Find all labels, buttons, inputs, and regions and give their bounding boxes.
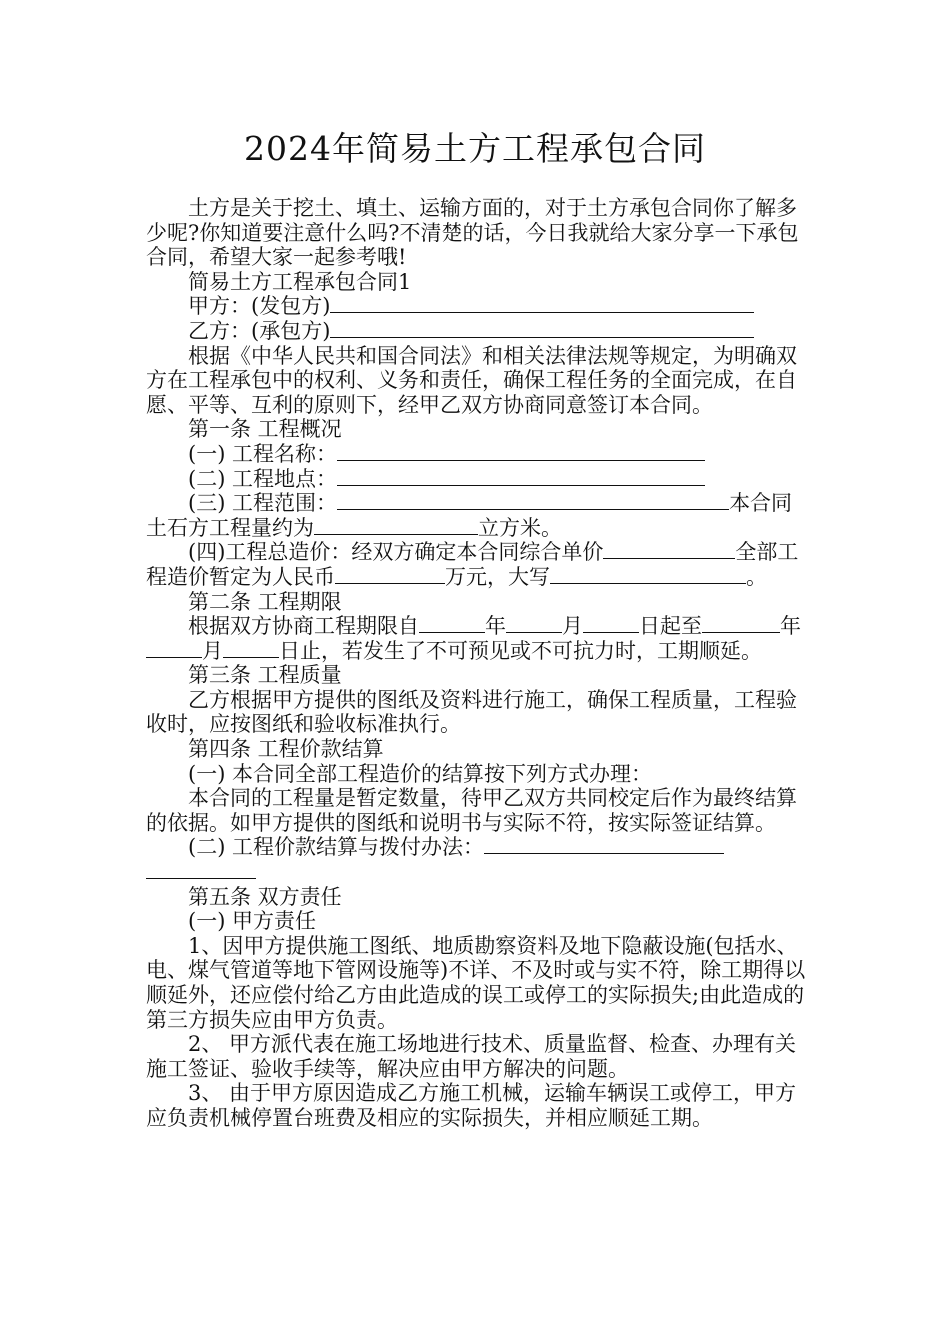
article-5-heading: 第五条 双方责任 [188,884,342,909]
unit-price-blank [603,540,735,559]
settlement-paragraph: 本合同的工程量是暂定数量，待甲乙双方共同校定后作为最终结算的依据。如甲方提供的图纸和说明书与实际不符，按实际签证结算。 [146,786,797,835]
duty-1-paragraph: 1、因甲方提供施工图纸、地质勘察资料及地下隐蔽设施(包括水、电、煤气管道等地下管网设施等)不详、不及时或与实不符，除工期得以顺延外，还应偿付给乙方由此造成的误工或停工的实际损失;由此造成的第三方损失应由甲方负责。 [146,933,806,1032]
start-day-blank [583,614,639,633]
document-title: 2024年简易土方工程承包合同 [244,129,706,168]
preamble-paragraph: 根据《中华人民共和国合同法》和相关法律法规等规定，为明确双方在工程承包中的权利、义务和责任，确保工程任务的全面完成，在自愿、平等、互利的原则下，经甲乙双方协商同意签订本合同。 [146,343,797,417]
payment-method-blank-1 [484,835,724,854]
volume-blank [314,516,478,535]
party-a-blank [330,294,754,313]
payment-method-line: (二) 工程价款结算与拨付办法： [146,835,810,884]
end-month-blank [146,639,202,658]
project-scope-paragraph: (三) 工程范围： 本合同土石方工程量约为 立方米。 [146,491,793,540]
quality-paragraph: 乙方根据甲方提供的图纸及资料进行施工，确保工程质量，工程验收时，应按图纸和验收标准执行。 [146,687,797,737]
article-1-heading: 第一条 工程概况 [188,417,342,442]
amount-words-blank [550,565,746,584]
article-4-heading: 第四条 工程价款结算 [188,737,384,762]
project-name-blank [337,442,705,461]
period-paragraph: 根据双方协商工程期限自 年 月 日起至 年月 日止，若发生了不可预见或不可抗力时，工期顺延。 [146,614,810,663]
article-2-heading: 第二条 工程期限 [188,589,342,614]
party-b-line: 乙方：(承包方) [146,319,810,344]
project-scope-blank [337,491,729,510]
payment-method-blank-2 [146,860,256,879]
start-month-blank [506,614,562,633]
article-3-heading: 第三条 工程质量 [188,663,342,688]
end-day-blank [223,639,279,658]
settlement-method-line: (一) 本合同全部工程造价的结算按下列方式办理： [188,761,653,786]
contract-heading: 简易土方工程承包合同1 [188,269,412,294]
project-name-line: (一) 工程名称： [146,442,810,467]
party-a-duties-heading: (一) 甲方责任 [188,909,317,934]
end-year-blank [702,614,780,633]
project-location-blank [337,467,705,486]
party-a-line: 甲方：(发包方) [146,294,810,319]
duty-3-paragraph: 3、 由于甲方原因造成乙方施工机械，运输车辆误工或停工，甲方应负责机械停置台班费及相应的实际损失，并相应顺延工期。 [146,1081,797,1130]
project-location-line: (二) 工程地点： [146,467,810,492]
amount-blank [335,565,445,584]
document-body [146,196,810,1131]
total-price-paragraph: (四)工程总造价：经双方确定本合同综合单价 全部工程造价暂定为人民币 万元，大写 。 [146,540,799,589]
intro-paragraph: 土方是关于挖土、填土、运输方面的，对于土方承包合同你了解多少呢?你知道要注意什么吗?不清楚的话，今日我就给大家分享一下承包合同，希望大家一起参考哦! [146,196,799,270]
party-b-blank [330,319,754,338]
duty-2-paragraph: 2、 甲方派代表在施工场地进行技术、质量监督、检查、办理有关施工签证、验收手续等，解决应由甲方解决的问题。 [146,1032,797,1081]
start-year-blank [419,614,485,633]
